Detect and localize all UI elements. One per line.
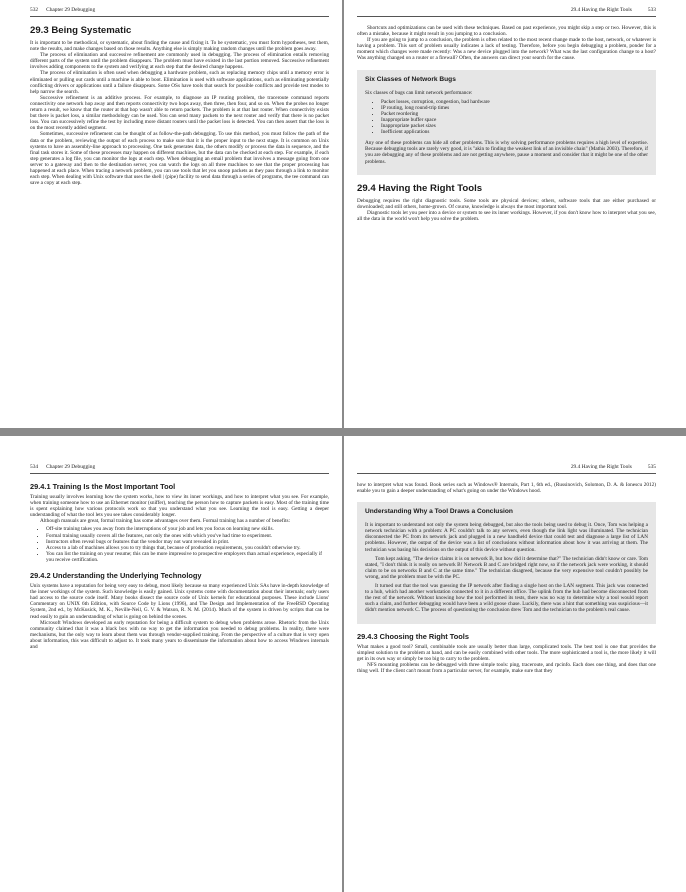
sidebar-box <box>357 502 656 623</box>
page-number: 534 <box>30 464 39 470</box>
subsection-title: 29.4.1 Training Is the Most Important Tool <box>30 482 176 491</box>
box-paragraph: It is important to understand not only the system being debugged, but also the tools being used to debug it. Once, Tom was helping a network technician with a problem: A PC couldn't talk to any servers, even though the link light was illuminated. The technician disconnected the PC from its network jack and plugged in a new handheld device that could test and diagnose a large list of LAN problems. However, the output of the device was a list of conclusions without information about how it was arriving at them. The technician was basing his decisions on the output of this device without question. <box>365 522 648 553</box>
box-title: Understanding Why a Tool Draws a Conclusion <box>365 508 513 516</box>
page-number: 532 <box>30 7 39 13</box>
paragraph: Sometimes, successive refinement can be thought of as follow-the-path debugging. To use this method, you must follow the path of the data or the problem, reviewing the output of each process to make sure that it is the proper input to the next stage. It is common on Unix systems to have an assembly-line approach to processing. One task generates data, the others modify or process the data in sequence, and the final task stores it. Some of these processes may happen on different machines, but the data can be checked at each step. For example, if each step generates a log file, you can monitor the logs at each step. When debugging an email problem that involves a message going from one server to a gateway and then to the destination server, you can watch the logs on all three machines to see that the proper processing has happened at each place. When tracing a network problem, you can use tools that let you snoop packets as they pass through a link to monitor each step. When dealing with Unix software that uses the shell | (pipe) facility to send data through a series of programs, the tee command can save a copy at each step. <box>30 131 329 187</box>
running-header <box>357 464 656 474</box>
running-header <box>30 7 329 17</box>
benefits-list <box>30 526 329 563</box>
list-item: • You can list the training on your resume; this can be more impressive to prospective employers than actual experience, especially if you receive certification. <box>46 551 329 563</box>
box-paragraph: Tom kept asking, "The device claims it is on network B, but how did it determine that?" The technician didn't know or care. Tom stated, "I don't think it is really on network B! Network B and C are bridged right now, so if the network jack were working, it should claim to be on networks B and C at the same time." The technician disagreed, because the very expensive tool couldn't possibly be wrong, and the problem must be with the PC. <box>365 555 648 580</box>
page-533 <box>344 0 686 428</box>
list-item: • Access to a lab of machines allows you to try things that, because of production requirements, you couldn't otherwise try. <box>46 545 329 551</box>
subsection-title: 29.4.3 Choosing the Right Tools <box>357 631 469 641</box>
list-item: • Inappropriate packet sizes <box>381 123 648 129</box>
subsection-title: 29.4.2 Understanding the Underlying Technology <box>30 571 202 581</box>
paragraph: Successive refinement is an additive process. For example, to diagnose an IP routing problem, the traceroute command reports connectivity one network hop away and then reports connectivity two hops away, then three, then four, and so on. When the probes no longer return a result, we know that the router at that hop wasn't able to return packets. The problem is at that last router. When connectivity exists but there is packet loss, a similar methodology can be used. You can send many packets to the next router and verify that there is no packet loss. You can successively refine the test by including more distant routers until the packet loss is detected. You can then assert that the loss is on the most recently added segment. <box>30 94 329 132</box>
section-title: 29.3 Being Systematic <box>30 25 132 36</box>
page-535 <box>344 436 686 892</box>
sidebar-box <box>357 70 656 175</box>
paragraph: Microsoft Windows developed an early reputation for being a difficult system to debug when problems arose. Rhetoric from the Unix community claimed that it was a black box with no way to get the information you needed to debug problems. In reality, there were mechanisms, but the only way to learn about them was through vendor-supplied training. From the perspective of a culture that is very open about information, this was difficult to adjust to. It took many years to disseminate the information about how to access Windows internals and <box>30 619 329 650</box>
paragraph: What makes a good tool? Small, combinable tools are usually better than large, complicated tools. The best tool is one that provides the simplest solution to the problem at hand, and can be easily combined with other tools. The more sophisticated a tool is, the more likely it will get in its own way or simply be too big to carry to the problem. <box>357 643 656 662</box>
list-item: • Packet losses, corruption, congestion, bad hardware <box>381 99 648 105</box>
paragraph: Diagnostic tools let you peer into a device or system to see its inner workings. However, if you don't know how to interpret what you see, all the data in the world won't help you solve the problem. <box>357 209 656 222</box>
section-title: 29.4 Having the Right Tools <box>357 182 483 194</box>
list-item: • Formal training usually covers all the features, not only the ones with which you've had time to experiment. <box>46 533 329 539</box>
paragraph: Training usually involves learning how the system works, how to view its inner workings, and how to interpret what you see. For example, when training someone how to use an Ethernet monitor (sniffer), teaching the person how to capture packets is easy. Most of the training time is spent explaining how various protocols work so that you understand what you see. Learning the tool is easy. Getting a deeper understanding of what the tool lets you see takes considerably longer. <box>30 494 329 519</box>
header-title: Chapter 29 Debugging <box>46 464 96 470</box>
box-paragraph: It turned out that the tool was guessing the IP network after finding a single host on the LAN segment. This jack was connected to a hub, which had another workstation connected to it in a different office. The uplink from the hub had become disconnected from the rest of the network. Without knowing how the tool performed its tests, there was no way to determine why a tool would report such a claim, and further debugging would have been a wild goose chase. Luckily, there was a hint that something was suspicious—it didn't mention network C. The process of questioning the conclusion drew Tom and the technician to the problem's real cause. <box>365 583 648 614</box>
page-number: 533 <box>647 7 656 13</box>
list-item: • IP routing, long round-trip times <box>381 105 648 111</box>
list-item: • Instructors often reveal bugs or features that the vendor may not want revealed in print. <box>46 539 329 545</box>
paragraph: NFS mounting problems can be debugged with three simple tools: ping, traceroute, and rpcinfo. Each does one thing, and does that one thing well. If the client can't mount from a particular server, for example, make sure that they <box>357 661 656 674</box>
paragraph: The process of elimination and successive refinement are commonly used in debugging. The process of elimination entails removing different parts of the system until the problem disappears. The problem must have existed in the last portion removed. Successive refinement involves adding components to the system and verifying at each step that the desired change happens. <box>30 52 329 71</box>
box-outro: Any one of these problems can hide all other problems. This is why solving performance problems requires a high level of expertise. Because debugging tools are rarely very good, it is "akin to finding the weakest link of an invisible chain" (Mathis 2003). Therefore, if you are debugging any of these problems and are not getting anywhere, pause a moment and consider that it might be one of the other problems. <box>365 140 648 165</box>
list-item: • Inappropriate buffer space <box>381 117 648 123</box>
header-title: 29.4 Having the Right Tools <box>570 7 632 13</box>
paragraph: It is important to be methodical, or systematic, about finding the cause and fixing it. To be systematic, you must form hypotheses, test them, note the results, and make changes based on those results. Anything else is simply making random changes until the problem goes away. <box>30 40 329 53</box>
box-title: Six Classes of Network Bugs <box>365 75 456 83</box>
paragraph: If you are going to jump to a conclusion, the problem is often related to the most recent change made to the host, network, or whatever is having a problem. This sort of problem usually indicates a lack of testing. Therefore, before you begin debugging a problem, ponder for a moment which changes were made recently: Was a new device plugged into the network? What was the last configuration change to a host? Was anything changed on a router or a firewall? Often, the answers can direct your search for the cause. <box>357 37 656 62</box>
paragraph: Shortcuts and optimizations can be used with these techniques. Based on past experience, you might skip a step or two. However, this is often a mistake, because it might result in you jumping to a conclusion. <box>357 25 656 38</box>
page-534 <box>0 436 342 892</box>
box-intro: Six classes of bugs can limit network performance: <box>365 89 473 96</box>
list-item: • Inefficient applications <box>381 129 648 135</box>
page-number: 535 <box>647 464 656 470</box>
header-title: Chapter 29 Debugging <box>46 7 96 13</box>
paragraph: Unix systems have a reputation for being very easy to debug, most likely because so many experienced Unix SAs have in-depth knowledge of the inner workings of the system. Such knowledge is easily gained. Unix systems come with documentation about their internals; early users had access to the source code itself. Many books dissect the source code of Unix kernels for educational purposes. These include Lions' Commentary on UNIX 6th Edition, with Source Code by Lions (1996), and The Design and Implementation of the FreeBSD Operating System, 2nd ed., by McKusick, M. K., Neville-Neil, G. V. & Watson, R. N. M. (2014). Much of the system is driven by scripts that can be read easily to gain an understanding of what is going on behind the scenes. <box>30 583 329 620</box>
page-532 <box>0 0 342 428</box>
list-item: • Off-site training takes you away from the interruptions of your job and lets you focus on learning new skills. <box>46 526 329 532</box>
list-item: • Packet reordering <box>381 111 648 117</box>
paragraph: The process of elimination is often used when debugging a hardware problem, such as replacing memory chips until a memory error is eliminated or pulling out cards until a machine is able to boot. Elimination is used with software applications, such as eliminating potentially conflicting drivers or applications until a failure disappears. Some OSs have tools that search for possible conflicts and provide test modes to help narrow the search. <box>30 70 329 95</box>
running-header <box>30 464 329 474</box>
paragraph: Debugging requires the right diagnostic tools. Some tools are physical devices; others, software tools that are either purchased or downloaded; and still others, home-grown. Of course, knowledge is always the most important tool. <box>357 197 656 210</box>
bug-class-list <box>365 99 648 136</box>
paragraph: how to interpret what was found. Book series such as Windows® Internals, Part 1, 6th ed., (Russinovich, Solomon, D. A. & Ionescu 2012) enable you to gain a deeper understanding of what's going on under the Windows hood. <box>357 482 656 495</box>
running-header <box>357 7 656 17</box>
paragraph: Although manuals are great, formal training has some advantages over them. Formal training has a number of benefits: <box>40 518 291 525</box>
header-title: 29.4 Having the Right Tools <box>570 464 632 470</box>
